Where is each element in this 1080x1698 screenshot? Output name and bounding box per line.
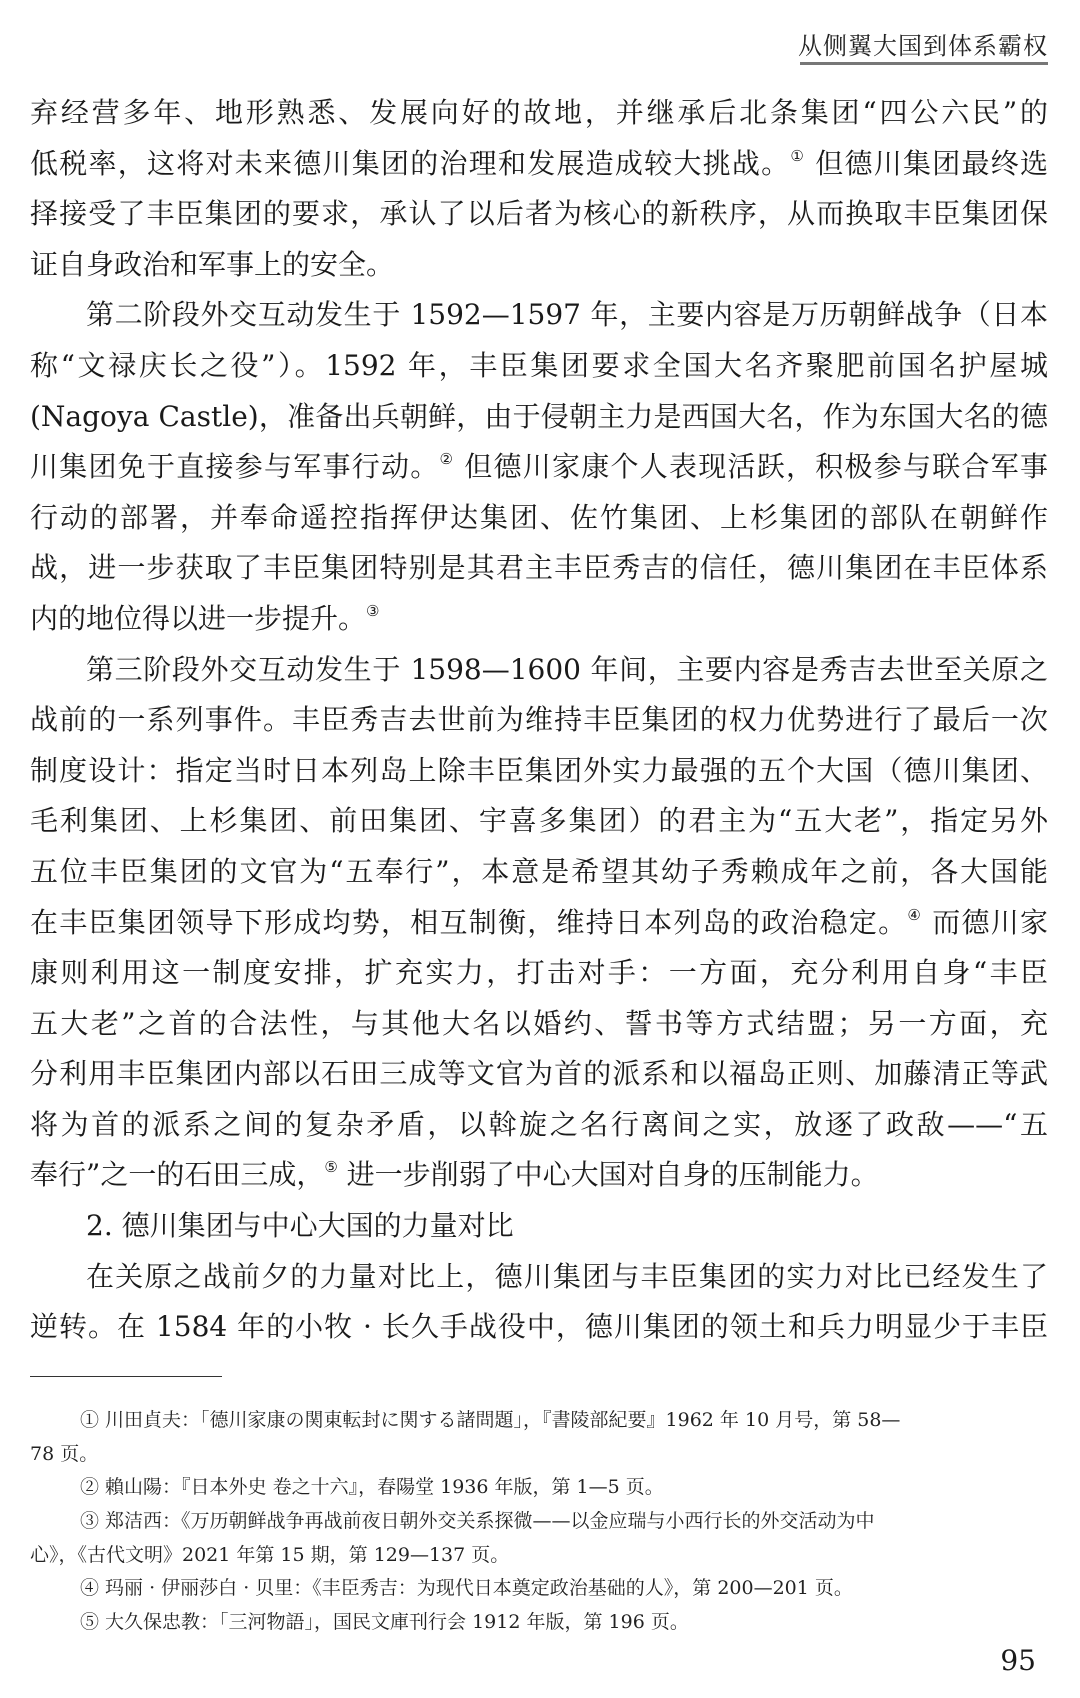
footnote-reference[interactable]: ⑤ <box>324 1158 338 1177</box>
footnote-line: 心》，《古代文明》2021 年第 15 期，第 129—137 页。 <box>30 1543 510 1566</box>
text-line: 康则利用这一制度安排，扩充实力，打击对手：一方面，充分利用自身“丰臣 <box>30 956 1048 990</box>
footnote-line: ① 川田貞夫：「德川家康の関東転封に関する諸問題」，『書陵部紀要』1962 年 10 月号，第 58— <box>80 1409 901 1431</box>
text-line: 川集团免于直接参与军事行动。② 但德川家康个人表现活跃，积极参与联合军事 <box>30 450 1048 484</box>
text-line: 将为首的派系之间的复杂矛盾，以斡旋之名行离间之实，放逐了政敌——“五 <box>30 1107 1048 1141</box>
text-line: 在关原之战前夕的力量对比上，德川集团与丰臣集团的实力对比已经发生了 <box>86 1259 1048 1293</box>
text-line: 毛利集团、上杉集团、前田集团、宇喜多集团）的君主为“五大老”，指定另外 <box>30 804 1048 838</box>
text-line: (Nagoya Castle)，准备出兵朝鲜，由于侵朝主力是西国大名，作为东国大名的德 <box>30 399 1048 433</box>
text-line: 奉行”之一的石田三成，⑤ 进一步削弱了中心大国对自身的压制能力。 <box>30 1158 879 1192</box>
text-line: 制度设计：指定当时日本列岛上除丰臣集团外实力最强的五个大国（德川集团、 <box>30 753 1048 787</box>
text-line: 战，进一步获取了丰臣集团特别是其君主丰臣秀吉的信任，德川集团在丰臣体系 <box>30 551 1048 585</box>
text-line: 战前的一系列事件。丰臣秀吉去世前为维持丰臣集团的权力优势进行了最后一次 <box>30 703 1048 737</box>
footnote-line: ④ 玛丽 · 伊丽莎白 · 贝里：《丰臣秀吉：为现代日本奠定政治基础的人》，第 200—201 页。 <box>80 1577 853 1600</box>
footnote-reference[interactable]: ③ <box>366 601 380 620</box>
text-line: 在丰臣集团领导下形成均势，相互制衡，维持日本列岛的政治稳定。④ 而德川家 <box>30 905 1048 939</box>
footnote-line: ② 賴山陽：『日本外史 卷之十六』，春陽堂 1936 年版，第 1—5 页。 <box>80 1476 664 1499</box>
text-line: 择接受了丰臣集团的要求，承认了以后者为核心的新秩序，从而换取丰臣集团保 <box>30 197 1048 231</box>
text-line: 第二阶段外交互动发生于 1592—1597 年，主要内容是万历朝鲜战争（日本 <box>86 298 1048 332</box>
text-line: 逆转。在 1584 年的小牧 · 长久手战役中，德川集团的领土和兵力明显少于丰臣 <box>30 1310 1048 1344</box>
text-line: 证自身政治和军事上的安全。 <box>30 247 395 281</box>
text-line: 第三阶段外交互动发生于 1598—1600 年间，主要内容是秀吉去世至关原之 <box>86 652 1048 686</box>
text-line: 内的地位得以进一步提升。③ <box>30 601 380 635</box>
footnote-reference[interactable]: ④ <box>907 905 923 924</box>
running-head: 从侧翼大国到体系霸权 <box>798 32 1048 60</box>
text-line: 弃经营多年、地形熟悉、发展向好的故地，并继承后北条集团“四公六民”的 <box>30 96 1048 129</box>
footnote-line: ③ 郑洁西：《万历朝鲜战争再战前夜日朝外交关系探微——以金应瑞与小西行长的外交活动为中 <box>80 1510 875 1533</box>
footnote-line: ⑤ 大久保忠教：「三河物語」，国民文庫刊行会 1912 年版，第 196 页。 <box>80 1611 689 1634</box>
section-heading: 2. 德川集团与中心大国的力量对比 <box>86 1209 514 1243</box>
header-rule <box>800 62 1048 65</box>
footnote-reference[interactable]: ② <box>439 450 455 469</box>
text-line: 低税率，这将对未来德川集团的治理和发展造成较大挑战。① 但德川集团最终选 <box>30 146 1048 180</box>
body-text <box>30 88 1048 1353</box>
text-line: 称“文禄庆长之役”）。1592 年，丰臣集团要求全国大名齐聚肥前国名护屋城 <box>30 348 1048 382</box>
text-line: 行动的部署，并奉命遥控指挥伊达集团、佐竹集团、上杉集团的部队在朝鲜作 <box>30 500 1048 534</box>
footnote-reference[interactable]: ① <box>790 146 806 165</box>
footnotes <box>30 1404 1048 1640</box>
text-line: 五位丰臣集团的文官为“五奉行”，本意是希望其幼子秀赖成年之前，各大国能 <box>30 854 1048 888</box>
text-line: 分利用丰臣集团内部以石田三成等文官为首的派系和以福岛正则、加藤清正等武 <box>30 1057 1048 1091</box>
page-number: 95 <box>1000 1644 1036 1677</box>
text-line: 五大老”之首的合法性，与其他大名以婚约、誓书等方式结盟；另一方面，充 <box>30 1006 1048 1040</box>
footnote-separator <box>30 1376 222 1377</box>
footnote-line: 78 页。 <box>30 1442 99 1465</box>
